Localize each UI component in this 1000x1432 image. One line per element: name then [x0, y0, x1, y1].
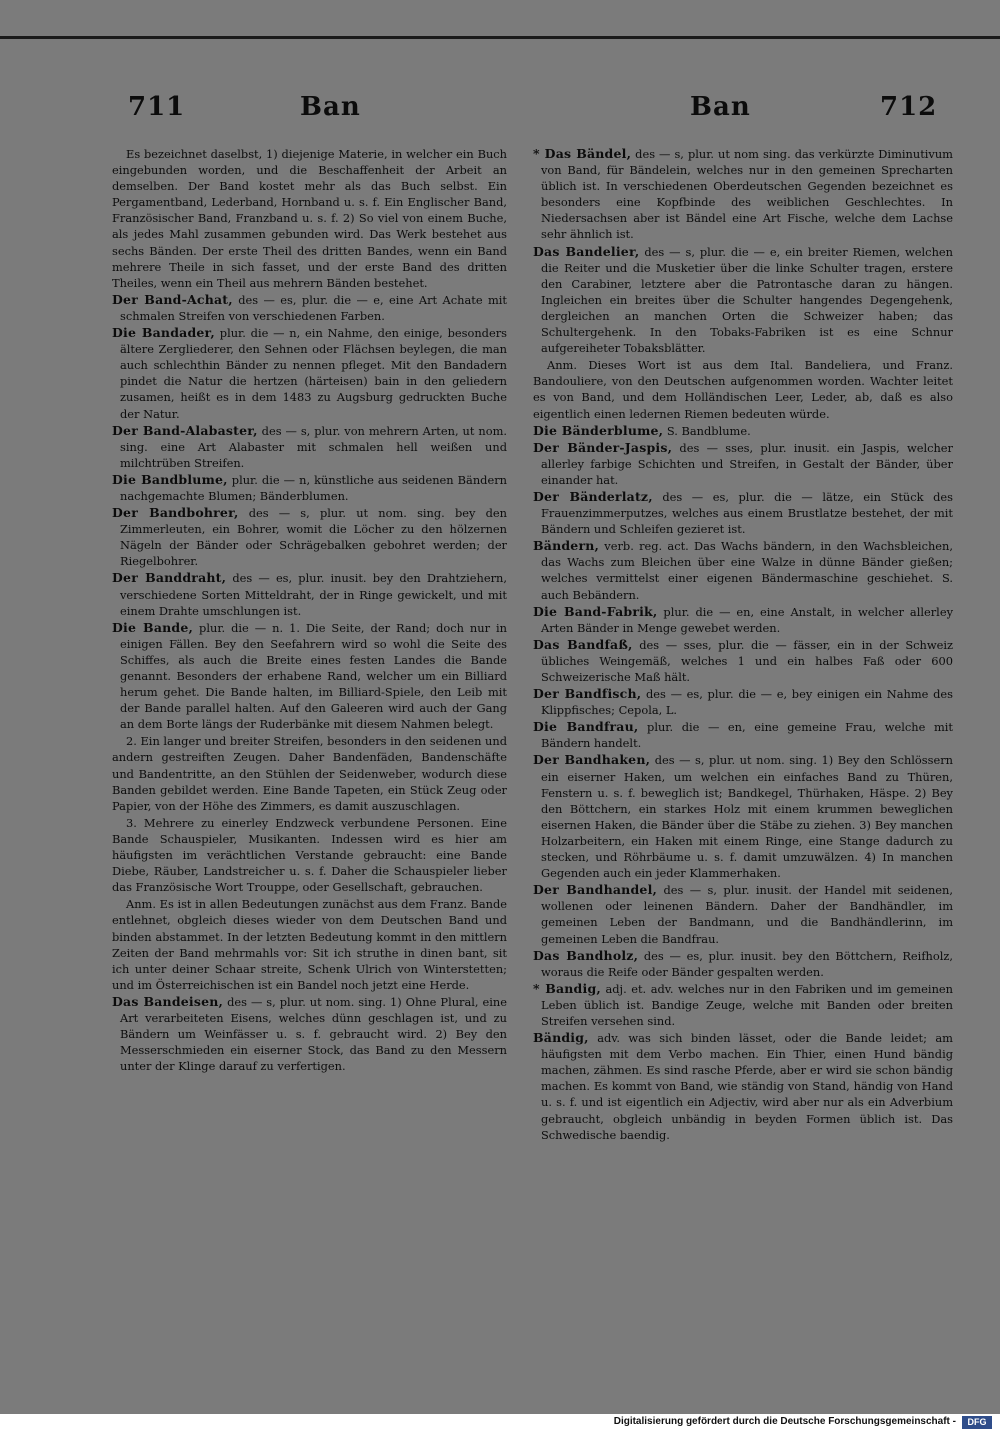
dictionary-entry — [533, 948, 953, 980]
entry-lemma: * Das Bändel, — [533, 146, 632, 161]
entry-lemma: Bändig, — [533, 1030, 589, 1046]
dictionary-entry — [533, 637, 953, 685]
entry-lemma: Das Bandholz, — [533, 947, 639, 963]
entry-lemma: Das Bandfaß, — [533, 636, 633, 652]
dictionary-entry — [112, 505, 507, 569]
entry-text: adj. et. adv. welches nur in den Fabriken und im gemeinen Leben üblich ist. Bandige Zeuge, welche mit Banden oder breiten Streifen versehen sind. — [541, 981, 953, 1028]
entry-lemma: Der Bandfisch, — [533, 686, 642, 702]
entry-text: des — es, plur. inusit. bey den Drahtziehern, verschiedene Sorten Mitteldraht, der in Ringe gewickelt, und mit einem Drahte umschlungen ist. — [120, 571, 507, 618]
dictionary-entry — [112, 472, 507, 504]
dictionary-entry — [533, 440, 953, 488]
dictionary-entry — [112, 815, 507, 895]
entry-text: verb. reg. act. Das Wachs bändern, in den Wachsbleichen, das Wachs zum Bleichen über eine Walze in dünne Bänder gießen; welches vermittelst einer eigenen Bändermaschine geschiehet. S. auch Bebändern. — [541, 539, 953, 602]
entry-text: des — s, plur. ut nom. sing. bey den Zimmerleuten, ein Bohrer, womit die Löcher zu den hölzernen Nägeln der Bänder oder Schrägebalken gebohret werden; der Riegelbohrer. — [120, 506, 507, 569]
dictionary-entry — [112, 292, 507, 324]
entry-lemma: Der Banddraht, — [112, 570, 227, 586]
dictionary-entry — [533, 719, 953, 751]
entry-text: des — es, plur. die — lätze, ein Stück des Frauenzimmerputzes, welches aus einem Brustlatze bestehet, der mit Bändern und Schleifen gezieret ist. — [541, 489, 953, 537]
dictionary-entry — [112, 325, 507, 422]
entry-text: des — es, plur. die — e, bey einigen ein Nahme des Klippfisches; Cepola, L. — [541, 687, 953, 718]
dictionary-entry — [533, 423, 953, 439]
funding-credit: Digitalisierung gefördert durch die Deutsche Forschungsgemeinschaft - — [613, 1416, 956, 1427]
entry-text: S. Bandblume. — [663, 423, 751, 438]
entry-text: Anm. Es ist in allen Bedeutungen zunächst aus dem Franz. Bande entlehnet, obgleich dieses wieder von dem Deutschen Band und binden abstammet. In der letzten Bedeutung kommt in den mittlern Zeiten der Band mehrmahls vor: Sit ich struthe in dinen bant, sit ich unter deiner Schaar streite, Schenk Ulrich von Winterstetten; und im Österreichischen ist ein Bandel noch jetzt eine Herde. — [112, 897, 507, 992]
dictionary-entry — [533, 882, 953, 946]
entry-text: plur. die — en, eine Anstalt, in welcher allerley Arten Bänder in Menge gewebet werden. — [541, 604, 954, 635]
entry-text: plur. die — n, künstliche aus seidenen Bändern nachgemachte Blumen; Bänderblumen. — [120, 472, 507, 503]
right-column — [533, 146, 953, 1144]
dictionary-entry — [533, 538, 953, 602]
running-head-left: Ban — [300, 92, 361, 122]
left-column — [112, 146, 507, 1075]
running-head-right: Ban — [690, 92, 751, 122]
dictionary-entry — [112, 146, 507, 291]
entry-text: plur. die — n. 1. Die Seite, der Rand; doch nur in einigen Fällen. Bey den Seefahrern wird so wohl die Seite des Schiffes, als auch die Breite eines festen Landes die Bande genannt. Besonders der erhabene Rand, welcher um ein Billiard herum gehet. Die Bande halten, im Billiard-Spiele, den Leib mit der Bande parallel halten. Auf den Galeeren wird auch der Gang an dem Borte längs der Ruderbänke mit diesem Nahmen belegt. — [120, 620, 507, 732]
dictionary-entry — [533, 489, 953, 537]
page-number-right: 712 — [880, 92, 938, 122]
dictionary-entry — [533, 686, 953, 718]
dictionary-entry — [112, 896, 507, 993]
page-number-left: 711 — [128, 92, 186, 122]
dictionary-entry — [533, 244, 953, 357]
dictionary-entry — [112, 620, 507, 733]
footer-bar — [0, 1414, 1000, 1432]
entry-text: plur. die — en, eine gemeine Frau, welche mit Bändern handelt. — [541, 720, 953, 751]
entry-text: des — s, plur. von mehrern Arten, ut nom. sing. eine Art Alabaster mit schmalen hell weißen und milchtrüben Streifen. — [120, 423, 507, 470]
entry-text: des — s, plur. ut nom. sing. 1) Ohne Plural, eine Art verarbeiteten Eisens, welches dünn geschlagen ist, und zu Bändern um Weinfässer u. s. f. gebraucht wird. 2) Bey den Messerschmieden ein eiserner Stock, das Band zu den Messern unter der Klinge darauf zu verfertigen. — [120, 994, 507, 1074]
entry-text: des — sses, plur. die — fässer, ein in der Schweiz übliches Weingemäß, welches 1 und ein halbes Faß oder 600 Schweizerische Maß hält. — [541, 637, 954, 684]
dictionary-entry — [112, 733, 507, 813]
dictionary-entry — [533, 146, 953, 243]
entry-lemma: Die Bandfrau, — [533, 719, 639, 735]
dictionary-entry — [533, 357, 953, 421]
dfg-logo-icon: DFG — [962, 1416, 992, 1429]
dictionary-entry — [112, 994, 507, 1074]
entry-lemma: Die Bänderblume, — [533, 422, 664, 438]
entry-text: 2. Ein langer und breiter Streifen, besonders in den seidenen und andern gestreiften Zeugen. Daher Bandenfäden, Bandenschäfte und Bandentritte, an den Stühlen der Seidenweber, wodurch diese Banden gebildet werden. Eine Bande Tapeten, ein Stück Zeug oder Papier, von der Höhe des Zimmers, es damit auszuschlagen. — [112, 734, 507, 813]
top-rule — [0, 36, 1000, 39]
entry-lemma: Der Bandbohrer, — [112, 505, 239, 521]
dictionary-entry — [533, 981, 953, 1029]
dictionary-entry — [533, 604, 953, 636]
entry-lemma: Das Bandeisen, — [112, 993, 224, 1009]
entry-text: des — s, plur. inusit. der Handel mit seidenen, wollenen oder leinenen Bändern. Daher der Bandhändler, im gemeinen Leben der Bandmann, und die Bandhändlerinn, im gemeinen Leben die Bandfrau. — [541, 883, 953, 946]
entry-text: des — sses, plur. inusit. ein Jaspis, welcher allerley farbige Schichten und Streifen, in Gestalt der Bänder, über einander hat. — [541, 440, 953, 487]
entry-lemma: Die Bandader, — [112, 325, 215, 341]
entry-lemma: Die Band-Fabrik, — [533, 603, 658, 619]
entry-text: plur. die — n, ein Nahme, den einige, besonders ältere Zergliederer, den Sehnen oder Flächsen beylegen, die man auch schlechthin Bänder zu nennen pfleget. Mit den Bandadern pindet die Natur die hertzen (härteisen) bain in den geliedern zusamen, heißt es in dem 1483 zu Augsburg gedruckten Buche der Natur. — [120, 326, 507, 421]
entry-lemma: Bändern, — [533, 538, 600, 554]
entry-lemma: * Bandig, — [533, 980, 601, 996]
entry-text: Es bezeichnet daselbst, 1) diejenige Materie, in welcher ein Buch eingebunden worden, und die Beschaffenheit der Arbeit an demselben. Der Band kostet mehr als das Buch selbst. Ein Pergamentband, Lederband, Hornband u. s. f. Ein Englischer Band, Französischer Band, Franzband u. s. f. 2) So viel von einem Buche, als jedes Mahl zusammen gebunden wird. Das Werk bestehet aus sechs Bänden. Der erste Theil des dritten Bandes, wenn ein Band mehrere Theile in sich fasset, und der erste Band des dritten Theiles, wenn ein Theil aus mehrern Bänden bestehet. — [112, 147, 507, 290]
entry-text: des — s, plur. die — e, ein breiter Riemen, welchen die Reiter und die Musketier über die linke Schulter tragen, erstere den Carabiner, letztere aber die Patrontasche daran zu hängen. Ingleichen ein breites über die Schulter hangendes Degengehenk, dergleichen an manchen Orten die Schweizer haben; das Schultergehenk. In den Tobaks-Fabriken ist es eine Schnur aufgereiheter Tobaksblätter. — [541, 244, 953, 356]
entry-text: des — es, plur. inusit. bey den Böttchern, Reifholz, woraus die Reife oder Bänder gespalten werden. — [541, 948, 953, 979]
entry-text: des — es, plur. die — e, eine Art Achate mit schmalen Streifen von verschiedenen Farben. — [120, 292, 507, 323]
entry-lemma: Der Bandhaken, — [533, 752, 651, 768]
entry-text: 3. Mehrere zu einerley Endzweck verbundene Personen. Eine Bande Schauspieler, Musikanten. Indessen wird es hier am häufigsten im verächtlichen Verstande gebraucht: eine Bande Diebe, Räuber, Landstreicher u. s. f. Daher die Schauspieler lieber das Französische Wort Trouppe, oder Gesellschaft, gebrauchen. — [112, 815, 507, 895]
entry-lemma: Das Bandelier, — [533, 243, 640, 259]
dictionary-entry — [112, 423, 507, 471]
entry-lemma: Die Bande, — [112, 619, 194, 635]
entry-lemma: Der Bandhandel, — [533, 882, 658, 898]
entry-lemma: Der Band-Alabaster, — [112, 422, 258, 438]
entry-text: Anm. Dieses Wort ist aus dem Ital. Bandeliera, und Franz. Bandouliere, von den Deutschen aufgenommen worden. Wachter leitet es von Band, und dem Holländischen Leer, Leder, ab, daß es also eigentlich einen ledernen Riemen bedeuten würde. — [533, 358, 953, 421]
entry-lemma: Der Bänder-Jaspis, — [533, 439, 673, 455]
entry-lemma: Die Bandblume, — [112, 471, 228, 487]
dictionary-entry — [533, 752, 953, 881]
entry-lemma: Der Bänderlatz, — [533, 488, 653, 504]
entry-lemma: Der Band-Achat, — [112, 291, 233, 307]
entry-text: adv. was sich binden lässet, oder die Bande leidet; am häufigsten mit dem Verbo machen. Ein Thier, einen Hund bändig machen, zähmen. Es sind rasche Pferde, aber er wird sie schon bändig machen. Es kommt von Band, wie ständig von Stand, händig von Hand u. s. f. und ist eigentlich ein Adjectiv, wird aber nur als ein Adverbium gebraucht, obgleich unbändig in beyden Formen üblich ist. Das Schwedische baendig. — [541, 1031, 953, 1142]
dictionary-entry — [533, 1030, 953, 1143]
entry-text: des — s, plur. ut nom sing. das verkürzte Diminutivum von Band, für Bändelein, welches nur in den gemeinen Sprecharten üblich ist. In verschiedenen Oberdeutschen Gegenden bezeichnet es besonders eine Kopfbinde des weiblichen Geschlechtes. In Niedersachsen aber ist Bändel eine Art Fische, welche dem Lachse sehr ähnlich ist. — [541, 147, 953, 242]
dictionary-entry — [112, 570, 507, 618]
entry-text: des — s, plur. ut nom. sing. 1) Bey den Schlössern ein eiserner Haken, um welchen ein einfaches Band zu Thüren, Fenstern u. s. f. beweglich ist; Bandkegel, Thürhaken, Häspe. 2) Bey den Böttchern, ein starkes Holz mit einem krummen beweglichen eisernen Haken, die Bänder über die Stäbe zu ziehen. 3) Bey manchen Holzarbeitern, ein Haken mit einem Ringe, eine Stange dadurch zu stecken, und Röhrbäume u. s. f. damit umzuwälzen. 4) In manchen Gegenden auch ein jeder Klammerhaken. — [541, 753, 953, 881]
